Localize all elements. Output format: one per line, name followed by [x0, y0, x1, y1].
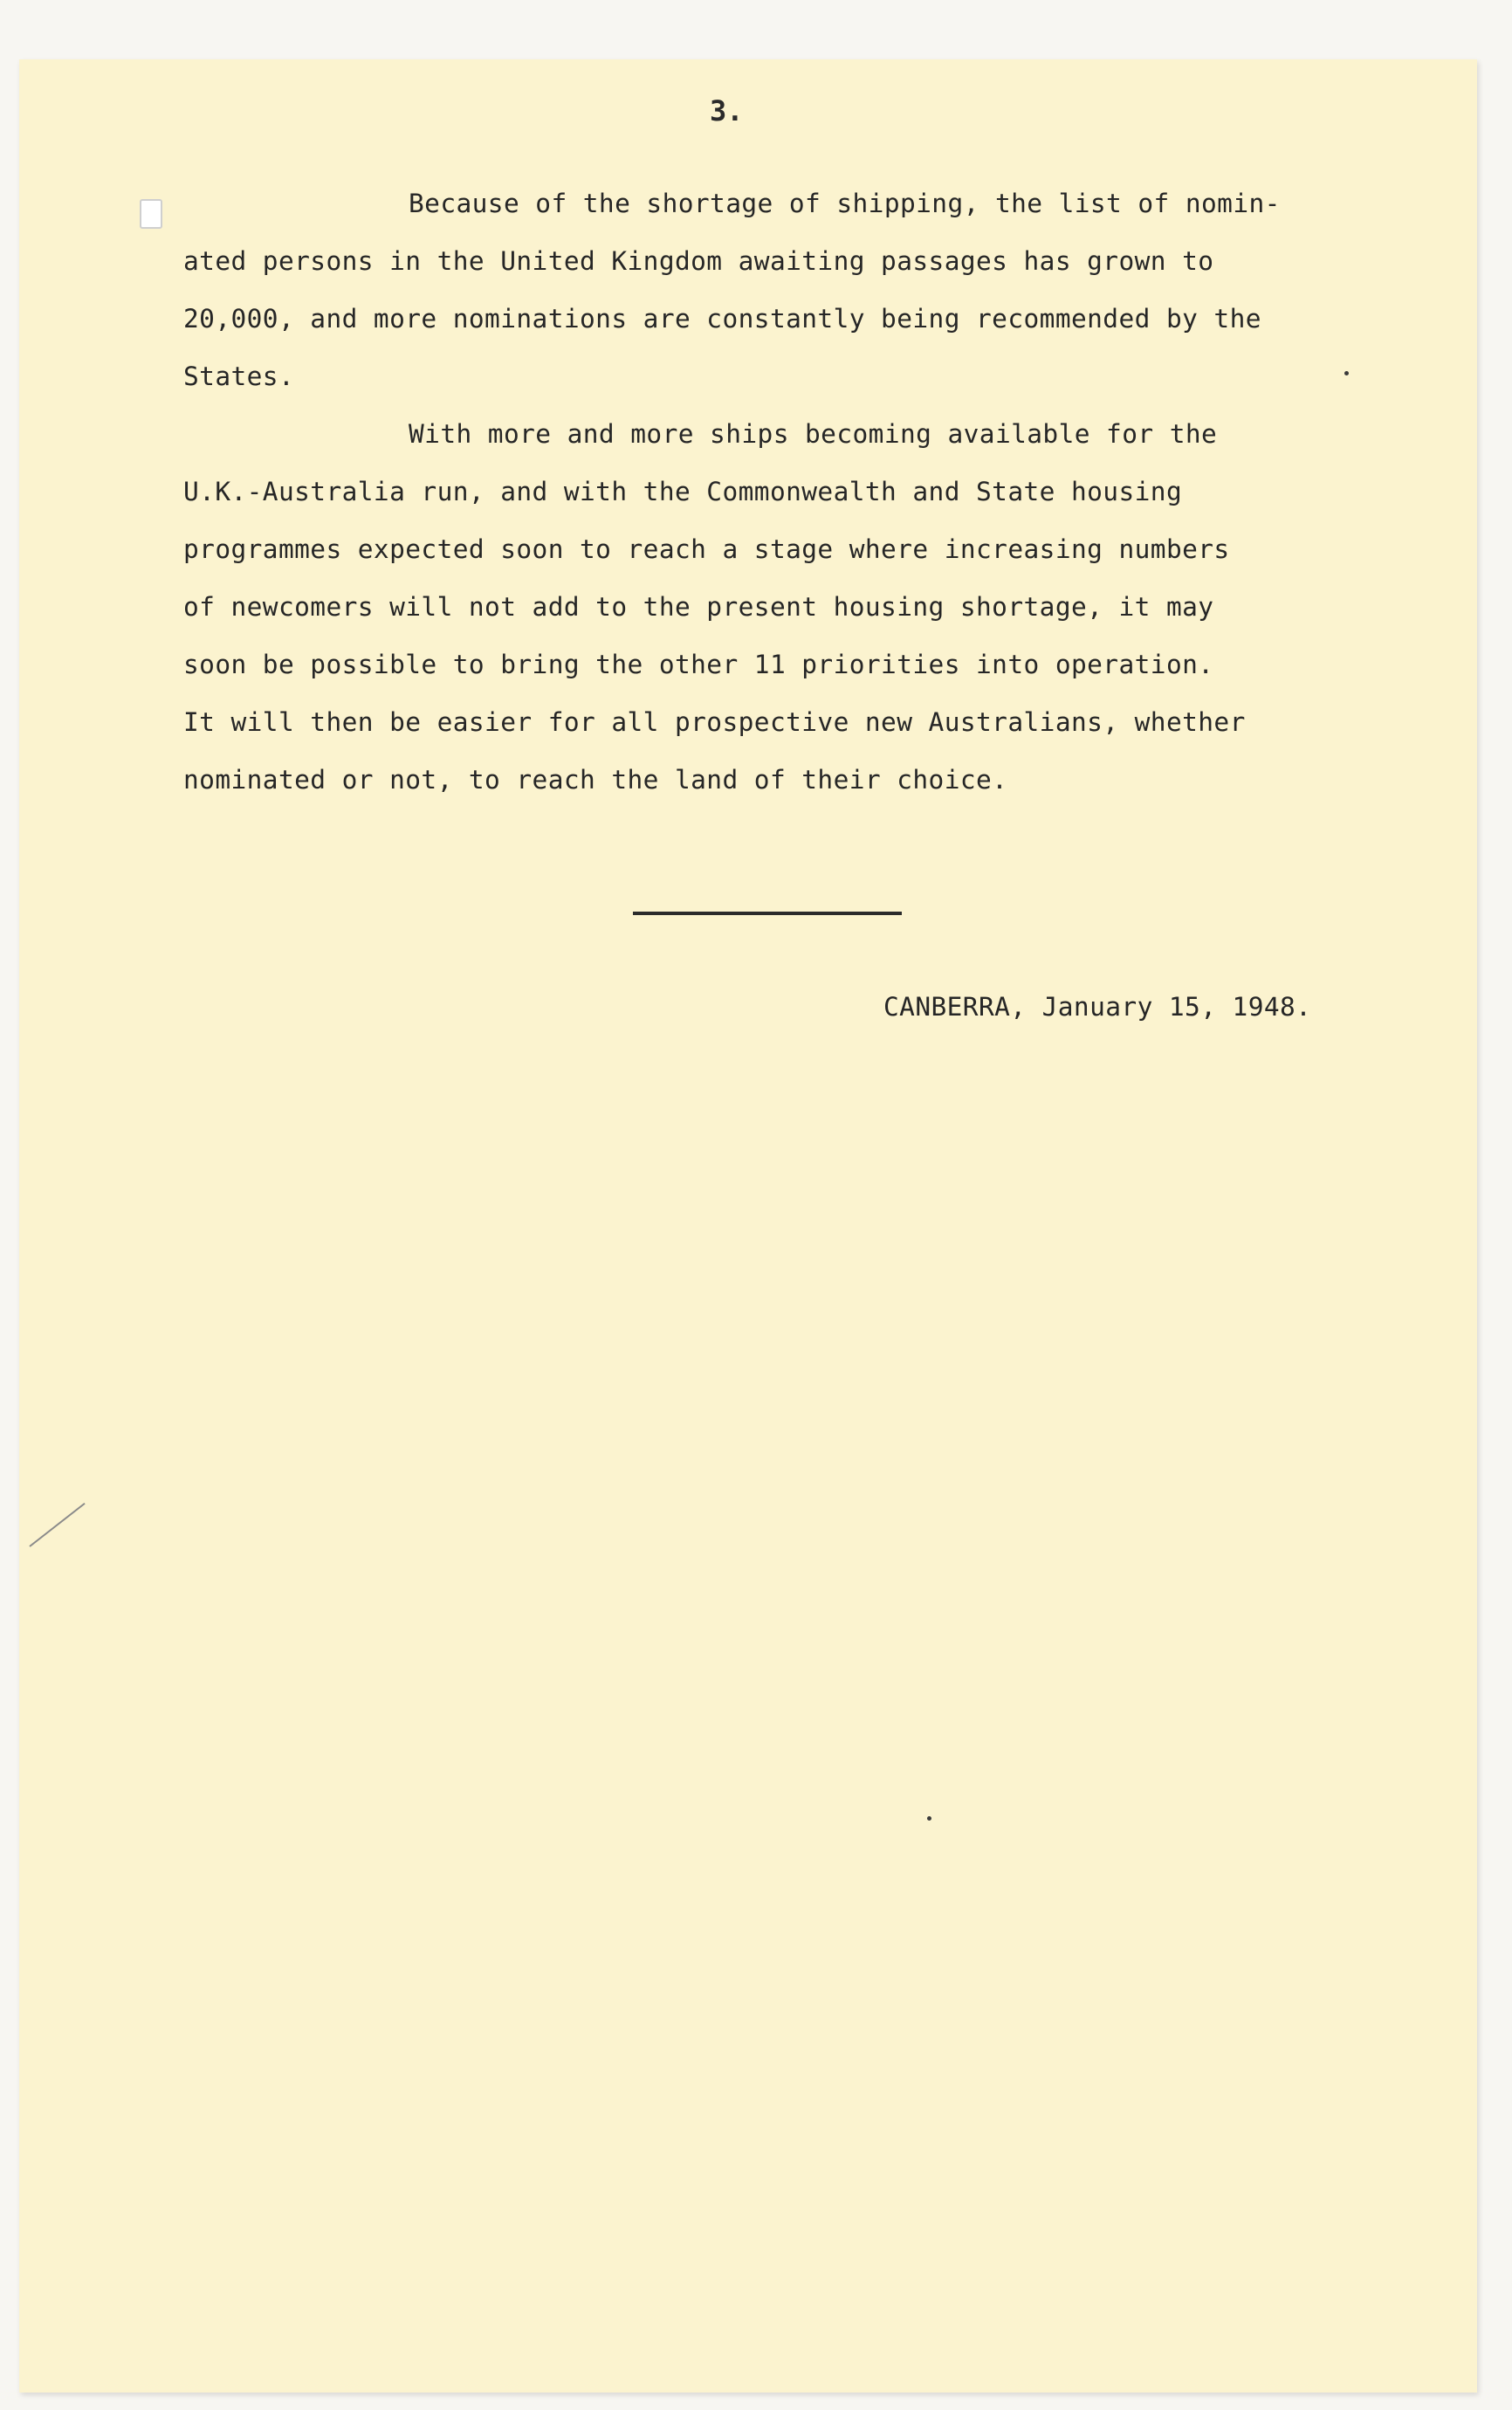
text-line: programmes expected soon to reach a stage where increasing numbers: [183, 534, 1230, 564]
text-line: nominated or not, to reach the land of their choice.: [183, 765, 1008, 795]
dateline: CANBERRA, January 15, 1948.: [883, 992, 1312, 1022]
text-line: It will then be easier for all prospective new Australians, whether: [183, 707, 1246, 737]
paragraph-ships: [183, 405, 1388, 809]
body-text: [183, 175, 1388, 809]
paper-clip-mark: [140, 199, 162, 229]
text-line: soon be possible to bring the other 11 priorities into operation.: [183, 650, 1214, 679]
text-line: With more and more ships becoming available for the: [409, 419, 1218, 449]
text-line: Because of the shortage of shipping, the list of nomin-: [409, 189, 1281, 218]
text-line: of newcomers will not add to the present housing shortage, it may: [183, 592, 1214, 622]
text-line: U.K.-Australia run, and with the Commonwealth and State housing: [183, 477, 1183, 506]
text-line: ated persons in the United Kingdom awaiting passages has grown to: [183, 246, 1214, 276]
paragraph-shipping: [183, 175, 1388, 405]
text-line: States.: [183, 362, 295, 391]
page-number: 3.: [710, 94, 744, 127]
ink-speck: [927, 1816, 931, 1821]
text-line: 20,000, and more nominations are constantly being recommended by the: [183, 304, 1261, 334]
section-divider: [633, 912, 902, 915]
